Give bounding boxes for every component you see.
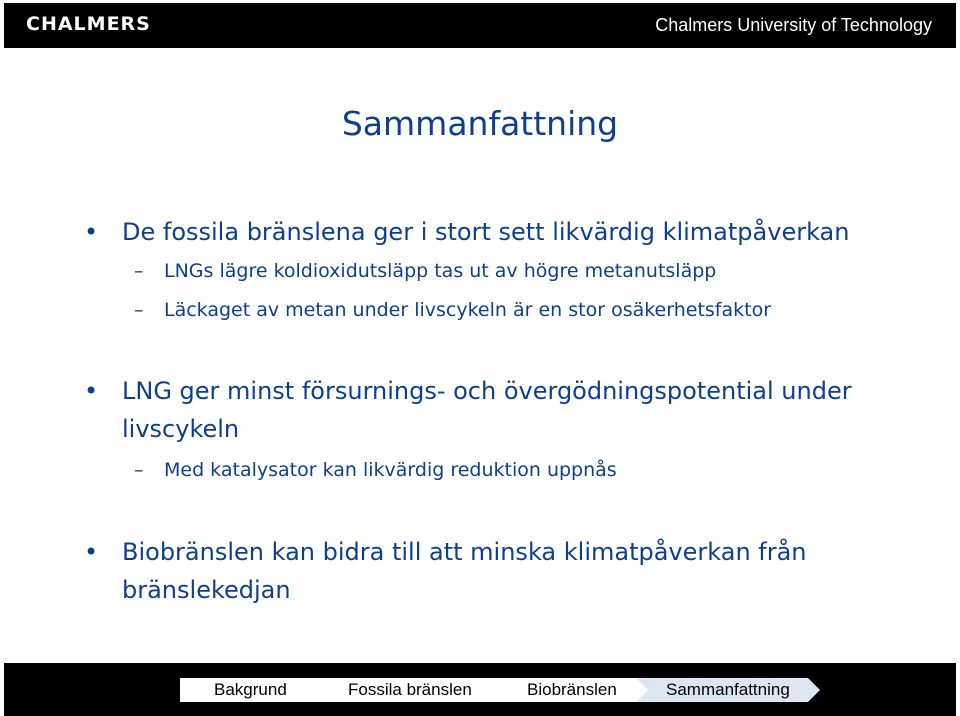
dash-marker: –	[134, 299, 144, 321]
sub-bullet-text: Med katalysator kan likvärdig reduktion uppnås	[164, 459, 617, 481]
bullet-text-line-1: Biobränslen kan bidra till att minska klimatpåverkan från	[122, 538, 807, 566]
bullet-dot: •	[84, 538, 99, 566]
bullet-text-line-2: livscykeln	[122, 415, 240, 443]
sub-bullet-text: LNGs lägre koldioxidutsläpp tas ut av högre metanutsläpp	[164, 260, 717, 282]
dash-marker: –	[134, 260, 144, 282]
bullet-text: De fossila bränslena ger i stort sett likvärdig klimatpåverkan	[122, 218, 850, 246]
nav-item-label: Bakgrund	[214, 680, 287, 699]
nav-item-label: Sammanfattning	[666, 680, 790, 699]
slide-title: Sammanfattning	[341, 104, 619, 143]
chalmers-logo: CHALMERS	[26, 13, 151, 35]
bullet-text-line-1: LNG ger minst försurnings- och övergödningspotential under	[122, 377, 852, 405]
university-name: Chalmers University of Technology	[655, 15, 932, 35]
bullet-text-line-2: bränslekedjan	[122, 576, 291, 604]
nav-item-label: Biobränslen	[527, 680, 617, 699]
nav-item-label: Fossila bränslen	[348, 680, 472, 699]
bullet-dot: •	[84, 218, 99, 246]
sub-bullet-text: Läckaget av metan under livscykeln är en stor osäkerhetsfaktor	[164, 299, 772, 321]
dash-marker: –	[134, 459, 144, 481]
bullet-dot: •	[84, 377, 99, 405]
